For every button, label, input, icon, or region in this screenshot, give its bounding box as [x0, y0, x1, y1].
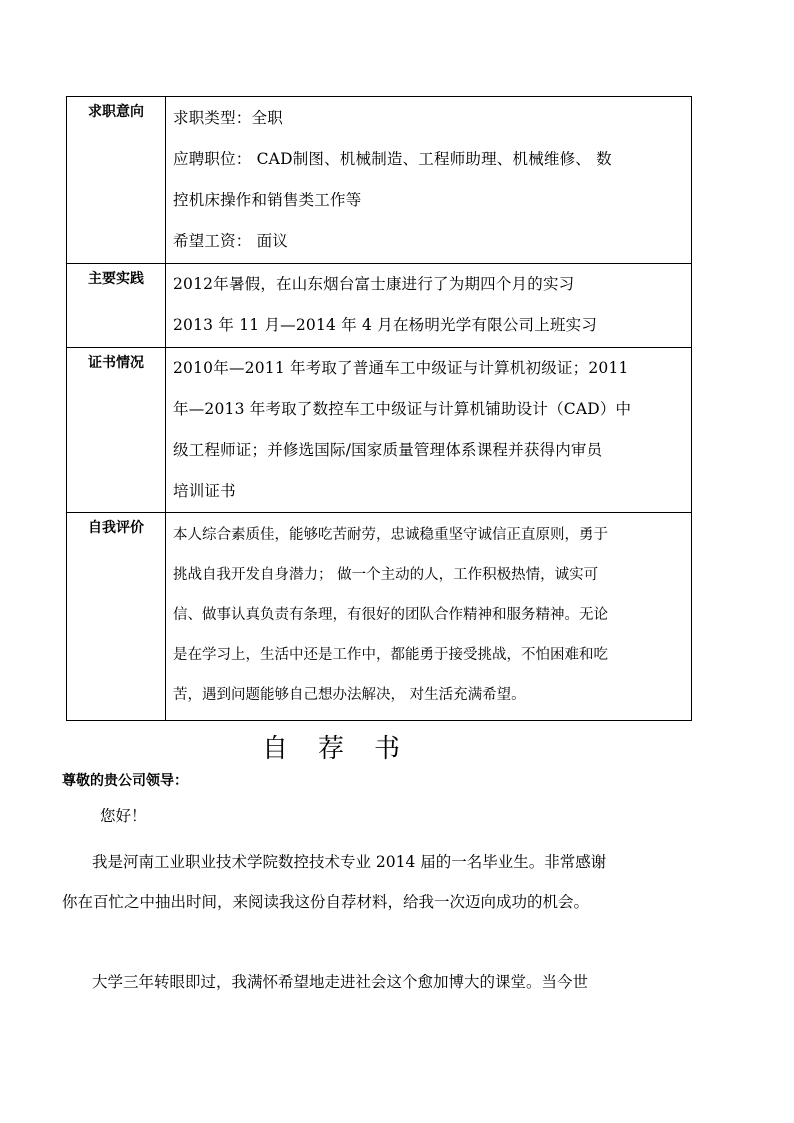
- content-line: 应聘职位： CAD制图、机械制造、工程师助理、机械维修、 数: [173, 150, 612, 168]
- content-line: 是在学习上，生活中还是工作中，都能勇于接受挑战，不怕困难和吃: [173, 647, 608, 663]
- table-row-practice: [67, 264, 692, 348]
- table-row-certificates: [67, 348, 692, 513]
- content-line: 希望工资： 面议: [173, 232, 289, 250]
- content-line: 年—2013 年考取了数控车工中级证与计算机铺助设计（CAD）中: [173, 400, 632, 418]
- table-row-job-intention: [67, 97, 692, 264]
- content-line: 培训证书: [173, 482, 236, 500]
- table-row-self-evaluation: [67, 513, 692, 721]
- content-line: 2013 年 11 月—2014 年 4 月在杨明光学有限公司上班实习: [173, 316, 598, 334]
- paragraph-line: 大学三年转眼即过，我满怀希望地走进社会这个愈加博大的课堂。当今世: [92, 973, 589, 991]
- content-line: 挑战自我开发自身潜力； 做一个主动的人，工作积极热情，诚实可: [173, 567, 599, 583]
- content-line: 信、做事认真负责有条理，有很好的团队合作精神和服务精神。无论: [173, 607, 608, 623]
- content-line: 求职类型：全职: [173, 109, 283, 127]
- row-content-certificates: [166, 348, 692, 513]
- row-heading-certificates: 证书情况: [67, 348, 166, 513]
- row-heading-job-intention: 求职意向: [67, 97, 166, 264]
- row-heading-practice: 主要实践: [67, 264, 166, 348]
- content-line: 2012年暑假，在山东烟台富士康进行了为期四个月的实习: [173, 275, 575, 293]
- letter-title: 自荐书: [262, 734, 431, 764]
- row-content-job-intention: [166, 97, 692, 264]
- resume-table: [66, 96, 692, 721]
- row-content-practice: [166, 264, 692, 348]
- letter-greeting: 您好！: [100, 807, 147, 825]
- letter-paragraph-1: [62, 842, 702, 922]
- paragraph-line: 我是河南工业职业技术学院数控技术专业 2014 届的一名毕业生。非常感谢: [92, 853, 607, 871]
- content-line: 控机床操作和销售类工作等: [173, 191, 362, 209]
- paragraph-line: 你在百忙之中抽出时间，来阅读我这份自荐材料，给我一次迈向成功的机会。: [62, 893, 590, 911]
- content-line: 2010年—2011 年考取了普通车工中级证与计算机初级证；2011: [173, 359, 629, 377]
- letter-paragraph-2: [62, 962, 702, 1002]
- content-line: 本人综合素质佳，能够吃苦耐劳，忠诚稳重坚守诚信正直原则，勇于: [173, 527, 608, 543]
- content-line: 级工程师证；并修选国际/国家质量管理体系课程并获得内审员: [173, 441, 603, 459]
- row-heading-self-evaluation: 自我评价: [67, 513, 166, 721]
- row-content-self-evaluation: [166, 513, 692, 721]
- content-line: 苦，遇到问题能够自己想办法解决， 对生活充满希望。: [173, 687, 526, 703]
- letter-salutation: 尊敬的贵公司领导：: [62, 773, 188, 789]
